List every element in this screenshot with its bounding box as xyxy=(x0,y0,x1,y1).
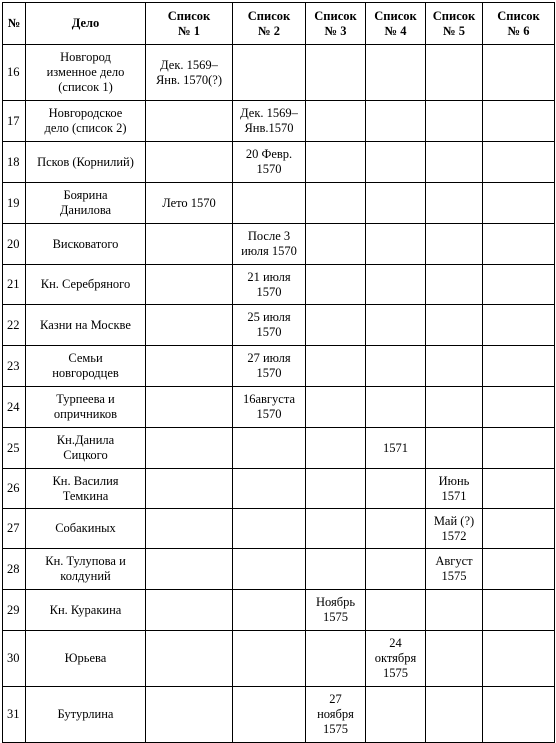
list-1-cell xyxy=(146,101,233,142)
table-row xyxy=(3,265,555,305)
list-1-cell: Лето 1570 xyxy=(146,183,233,224)
list-4-cell xyxy=(366,142,426,183)
row-number: 30 xyxy=(3,631,26,687)
list-1-cell xyxy=(146,687,233,743)
case-name: Кн. Куракина xyxy=(26,590,146,631)
list-2-cell xyxy=(233,45,306,101)
list-3-cell xyxy=(306,101,366,142)
list-1-cell xyxy=(146,142,233,183)
case-name: Кн. Серебряного xyxy=(26,265,146,305)
list-6-cell xyxy=(483,590,555,631)
case-name: Псков (Корнилий) xyxy=(26,142,146,183)
list-6-cell xyxy=(483,346,555,387)
table-header-row xyxy=(3,3,555,45)
case-name: Собакиных xyxy=(26,509,146,549)
row-number: 23 xyxy=(3,346,26,387)
list-4-cell xyxy=(366,469,426,509)
list-2-cell xyxy=(233,687,306,743)
header-list-2: Список № 2 xyxy=(233,3,306,45)
list-1-cell xyxy=(146,631,233,687)
list-3-cell xyxy=(306,509,366,549)
list-4-cell: 1571 xyxy=(366,428,426,469)
list-3-cell xyxy=(306,45,366,101)
list-2-cell: 21 июля 1570 xyxy=(233,265,306,305)
row-number: 24 xyxy=(3,387,26,428)
list-1-cell xyxy=(146,590,233,631)
case-name: Кн.Данила Сицкого xyxy=(26,428,146,469)
table-row xyxy=(3,45,555,101)
header-list-3: Список № 3 xyxy=(306,3,366,45)
list-5-cell: Август 1575 xyxy=(426,549,483,590)
list-5-cell xyxy=(426,142,483,183)
row-number: 26 xyxy=(3,469,26,509)
row-number: 29 xyxy=(3,590,26,631)
list-3-cell xyxy=(306,142,366,183)
list-2-cell: 25 июля 1570 xyxy=(233,305,306,346)
list-2-cell xyxy=(233,509,306,549)
list-1-cell xyxy=(146,224,233,265)
list-3-cell xyxy=(306,224,366,265)
list-6-cell xyxy=(483,101,555,142)
list-4-cell xyxy=(366,387,426,428)
case-name: Новгородское дело (список 2) xyxy=(26,101,146,142)
header-list-5: Список № 5 xyxy=(426,3,483,45)
table-row xyxy=(3,509,555,549)
table-row xyxy=(3,687,555,743)
list-5-cell xyxy=(426,590,483,631)
list-4-cell xyxy=(366,509,426,549)
list-3-cell xyxy=(306,346,366,387)
list-5-cell xyxy=(426,346,483,387)
list-6-cell xyxy=(483,509,555,549)
row-number: 18 xyxy=(3,142,26,183)
list-2-cell xyxy=(233,549,306,590)
header-list-4: Список № 4 xyxy=(366,3,426,45)
table-row xyxy=(3,183,555,224)
header-list-6: Список № 6 xyxy=(483,3,555,45)
list-5-cell: Июнь 1571 xyxy=(426,469,483,509)
table-row xyxy=(3,305,555,346)
list-1-cell xyxy=(146,305,233,346)
table-row xyxy=(3,142,555,183)
table-row xyxy=(3,549,555,590)
case-name: Кн. Василия Темкина xyxy=(26,469,146,509)
list-4-cell xyxy=(366,590,426,631)
list-1-cell xyxy=(146,428,233,469)
list-5-cell xyxy=(426,101,483,142)
list-2-cell: 27 июля 1570 xyxy=(233,346,306,387)
list-4-cell xyxy=(366,549,426,590)
header-case: Дело xyxy=(26,3,146,45)
list-2-cell xyxy=(233,428,306,469)
list-6-cell xyxy=(483,687,555,743)
list-5-cell xyxy=(426,687,483,743)
table-body xyxy=(3,45,555,743)
list-4-cell xyxy=(366,265,426,305)
list-4-cell xyxy=(366,224,426,265)
list-5-cell xyxy=(426,428,483,469)
case-name: Юрьева xyxy=(26,631,146,687)
list-3-cell xyxy=(306,631,366,687)
list-3-cell xyxy=(306,183,366,224)
list-3-cell xyxy=(306,469,366,509)
header-num: № xyxy=(3,3,26,45)
list-4-cell xyxy=(366,45,426,101)
table-row xyxy=(3,224,555,265)
list-5-cell xyxy=(426,45,483,101)
list-3-cell xyxy=(306,305,366,346)
list-2-cell xyxy=(233,469,306,509)
list-6-cell xyxy=(483,224,555,265)
list-2-cell xyxy=(233,183,306,224)
table-row xyxy=(3,346,555,387)
case-name: Кн. Тулупова и колдуний xyxy=(26,549,146,590)
list-1-cell xyxy=(146,265,233,305)
list-6-cell xyxy=(483,142,555,183)
list-5-cell: Май (?) 1572 xyxy=(426,509,483,549)
list-6-cell xyxy=(483,265,555,305)
list-3-cell xyxy=(306,265,366,305)
list-5-cell xyxy=(426,183,483,224)
list-1-cell xyxy=(146,509,233,549)
list-6-cell xyxy=(483,387,555,428)
list-1-cell xyxy=(146,346,233,387)
row-number: 31 xyxy=(3,687,26,743)
list-6-cell xyxy=(483,305,555,346)
list-5-cell xyxy=(426,224,483,265)
list-1-cell xyxy=(146,549,233,590)
table-row xyxy=(3,387,555,428)
list-1-cell: Дек. 1569– Янв. 1570(?) xyxy=(146,45,233,101)
list-5-cell xyxy=(426,305,483,346)
case-name: Бутурлина xyxy=(26,687,146,743)
table-row xyxy=(3,631,555,687)
list-4-cell xyxy=(366,305,426,346)
row-number: 20 xyxy=(3,224,26,265)
list-4-cell xyxy=(366,346,426,387)
list-6-cell xyxy=(483,631,555,687)
list-3-cell: Ноябрь 1575 xyxy=(306,590,366,631)
list-3-cell xyxy=(306,549,366,590)
list-6-cell xyxy=(483,549,555,590)
list-1-cell xyxy=(146,469,233,509)
case-name: Семьи новгородцев xyxy=(26,346,146,387)
list-3-cell xyxy=(306,387,366,428)
list-2-cell: После 3 июля 1570 xyxy=(233,224,306,265)
list-3-cell xyxy=(306,428,366,469)
list-6-cell xyxy=(483,428,555,469)
list-2-cell: Дек. 1569– Янв.1570 xyxy=(233,101,306,142)
list-1-cell xyxy=(146,387,233,428)
row-number: 16 xyxy=(3,45,26,101)
list-5-cell xyxy=(426,387,483,428)
list-4-cell xyxy=(366,183,426,224)
row-number: 28 xyxy=(3,549,26,590)
list-5-cell xyxy=(426,265,483,305)
table-row xyxy=(3,590,555,631)
list-3-cell: 27 ноября 1575 xyxy=(306,687,366,743)
list-6-cell xyxy=(483,45,555,101)
list-6-cell xyxy=(483,469,555,509)
row-number: 27 xyxy=(3,509,26,549)
row-number: 17 xyxy=(3,101,26,142)
list-4-cell xyxy=(366,101,426,142)
case-name: Боярина Данилова xyxy=(26,183,146,224)
list-5-cell xyxy=(426,631,483,687)
table-row xyxy=(3,469,555,509)
header-list-1: Список № 1 xyxy=(146,3,233,45)
list-6-cell xyxy=(483,183,555,224)
list-4-cell xyxy=(366,687,426,743)
case-name: Казни на Москве xyxy=(26,305,146,346)
table-row xyxy=(3,101,555,142)
list-2-cell: 20 Февр. 1570 xyxy=(233,142,306,183)
list-2-cell xyxy=(233,631,306,687)
row-number: 21 xyxy=(3,265,26,305)
row-number: 22 xyxy=(3,305,26,346)
row-number: 25 xyxy=(3,428,26,469)
table-row xyxy=(3,428,555,469)
case-name: Новгород изменное дело (список 1) xyxy=(26,45,146,101)
list-2-cell: 16августа 1570 xyxy=(233,387,306,428)
list-2-cell xyxy=(233,590,306,631)
cases-table xyxy=(2,2,555,743)
case-name: Висковатого xyxy=(26,224,146,265)
row-number: 19 xyxy=(3,183,26,224)
case-name: Турпеева и опричников xyxy=(26,387,146,428)
list-4-cell: 24 октября 1575 xyxy=(366,631,426,687)
